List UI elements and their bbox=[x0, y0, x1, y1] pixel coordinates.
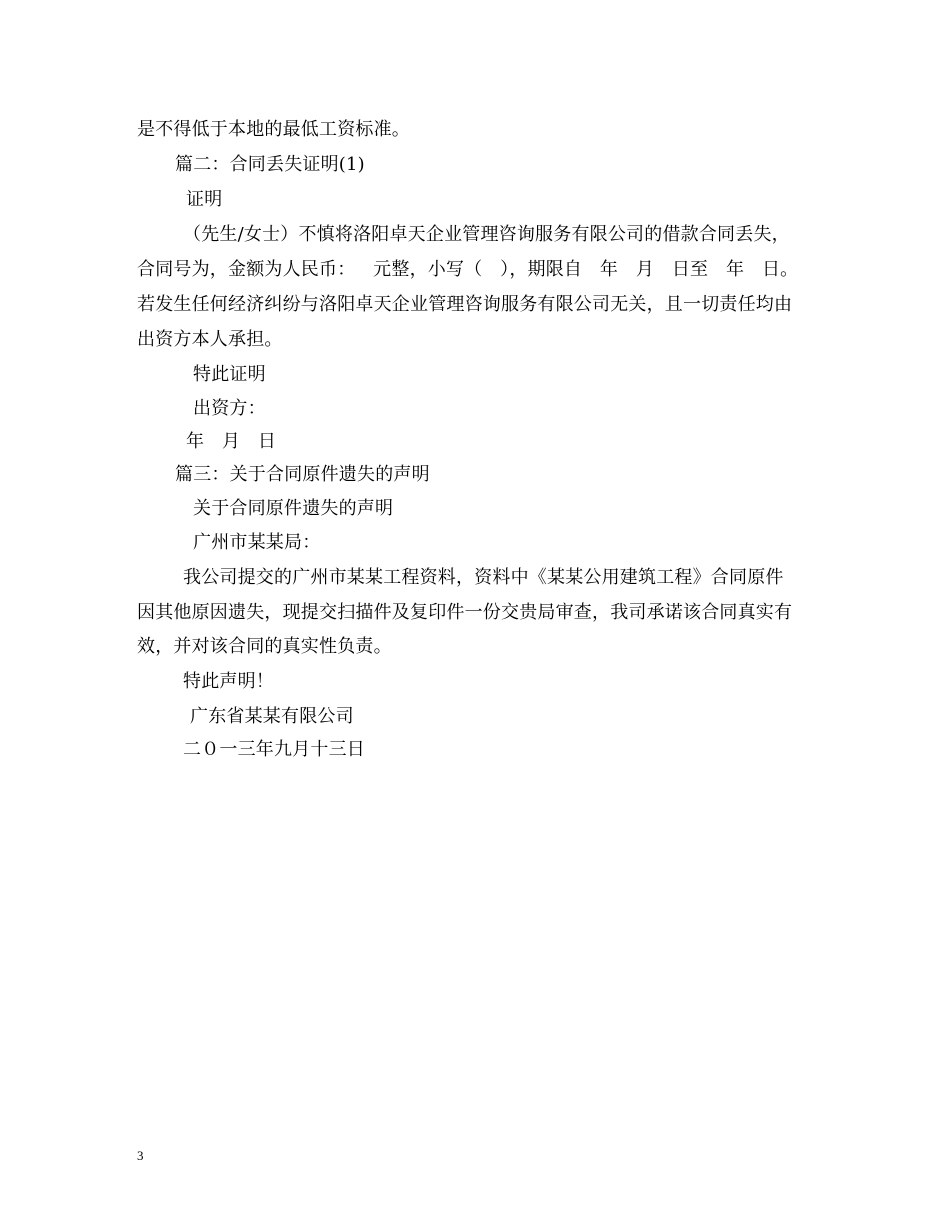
statement-body-line-1: 我公司提交的广州市某某工程资料，资料中《某某公用建筑工程》合同原件 bbox=[183, 567, 784, 588]
certificate-body-line-3: 若发生任何经济纠纷与洛阳卓天企业管理咨询服务有限公司无关，且一切责任均由 bbox=[137, 294, 793, 315]
certificate-body-line-4: 出资方本人承担。 bbox=[137, 329, 283, 350]
section-heading-part-three: 篇三：关于合同原件遗失的声明 bbox=[175, 464, 430, 485]
statement-body-line-2: 因其他原因遗失，现提交扫描件及复印件一份交贵局审查，我司承诺该合同真实有 bbox=[137, 602, 793, 623]
statement-closing: 特此声明！ bbox=[183, 671, 274, 692]
certificate-body-line-2: 合同号为，金额为人民币： 元整，小写（ ），期限自 年 月 日至 年 日。 bbox=[137, 259, 799, 280]
certificate-body-line-1: （先生/女士）不慎将洛阳卓天企业管理咨询服务有限公司的借款合同丢失， bbox=[183, 224, 790, 245]
text-line-minimum-wage: 是不得低于本地的最低工资标准。 bbox=[137, 119, 410, 140]
page-number: 3 bbox=[137, 1148, 144, 1163]
statement-recipient: 广州市某某局： bbox=[193, 532, 321, 553]
statement-body-line-3: 效，并对该合同的真实性负责。 bbox=[137, 636, 392, 657]
funder-label: 出资方： bbox=[193, 398, 266, 419]
company-signature: 广东省某某有限公司 bbox=[190, 706, 354, 727]
date-placeholder: 年 月 日 bbox=[186, 431, 277, 452]
certificate-title: 证明 bbox=[186, 189, 223, 210]
statement-date: 二０一三年九月十三日 bbox=[183, 739, 365, 760]
statement-title: 关于合同原件遗失的声明 bbox=[193, 498, 394, 519]
certificate-closing: 特此证明 bbox=[193, 364, 266, 385]
section-heading-part-two: 篇二：合同丢失证明(1) bbox=[175, 154, 365, 175]
